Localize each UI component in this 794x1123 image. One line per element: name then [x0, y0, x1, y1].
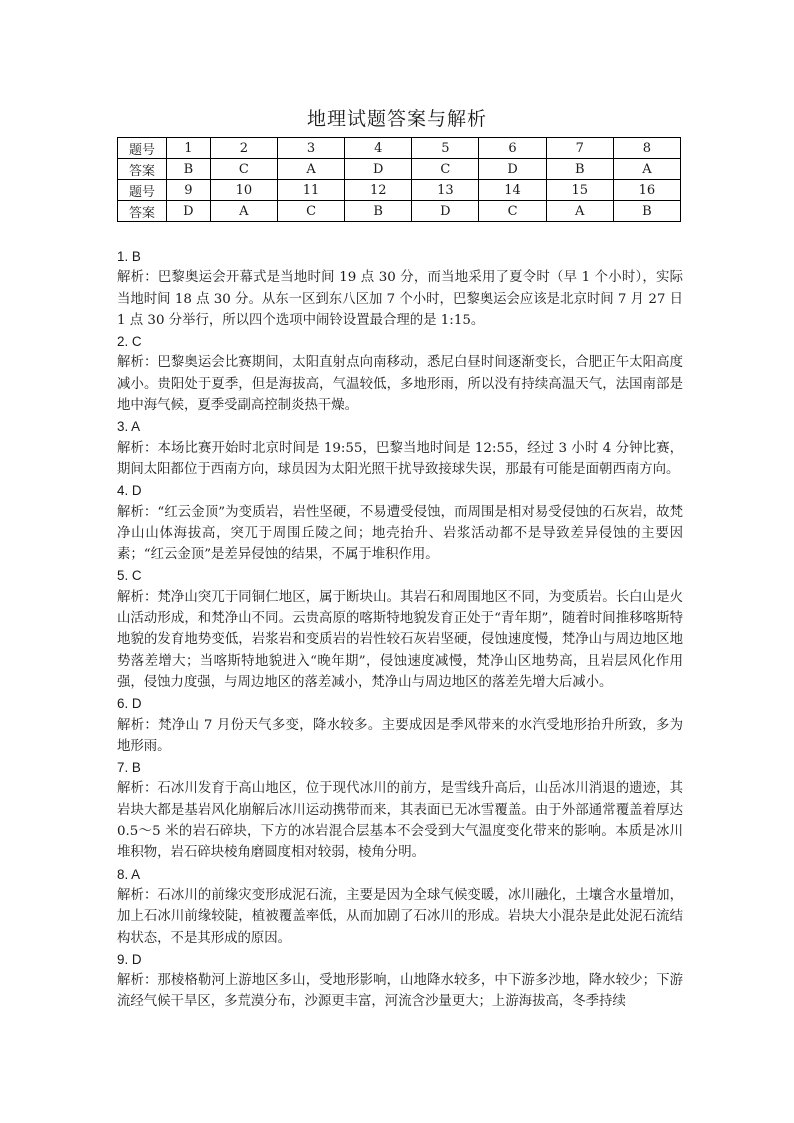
table-cell: 11 — [277, 180, 344, 201]
analysis-4: 解析：“红云金顶”为变质岩，岩性坚硬，不易遭受侵蚀，而周围是相对易受侵蚀的石灰岩，故梵净山山体海拔高，突兀于周围丘陵之间；地壳抬升、岩浆活动都不是导致差异侵蚀的主要因素；“红云金顶”是差异侵蚀的结果，不属于堆积作用。 — [117, 504, 683, 563]
table-cell: 6 — [479, 138, 546, 159]
table-cell: C — [412, 159, 479, 180]
analysis-2: 解析：巴黎奥运会比赛期间，太阳直射点向南移动，悉尼白昼时间逐渐变长，合肥正午太阳高度减小。贵阳处于夏季，但是海拔高，气温较低，多地形雨，所以没有持续高温天气，法国南部是地中海气候，夏季受副高控制炎热干燥。 — [117, 355, 683, 414]
analysis-3: 解析：本场比赛开始时北京时间是 19:55，巴黎当地时间是 12:55，经过 3 小时 4 分钟比赛，期间太阳都位于西南方向，球员因为太阳光照干扰导致接球失误，那最有可能是面朝西南方向。 — [117, 440, 683, 477]
question-answer-2: 2. C — [117, 334, 142, 350]
table-cell: A — [277, 159, 344, 180]
table-cell: A — [546, 201, 613, 222]
question-answer-3: 3. A — [117, 419, 141, 435]
table-cell: D — [412, 201, 479, 222]
table-header-cell: 题号 — [118, 180, 167, 201]
question-answer-6: 6. D — [117, 696, 142, 712]
table-header-cell: 题号 — [118, 138, 167, 159]
table-cell: 16 — [613, 180, 680, 201]
answer-table — [117, 137, 681, 222]
question-answer-4: 4. D — [117, 483, 142, 499]
table-cell: 14 — [479, 180, 546, 201]
table-cell: 7 — [546, 138, 613, 159]
analysis-body — [117, 246, 683, 1013]
table-cell: B — [613, 201, 680, 222]
table-cell: 9 — [167, 180, 211, 201]
table-cell: 8 — [613, 138, 680, 159]
table-cell: C — [210, 159, 277, 180]
table-cell: 13 — [412, 180, 479, 201]
table-row — [118, 138, 681, 159]
question-answer-5: 5. C — [117, 568, 142, 584]
table-row — [118, 180, 681, 201]
table-cell: 12 — [345, 180, 412, 201]
table-header-cell: 答案 — [118, 201, 167, 222]
analysis-7: 解析：石冰川发育于高山地区，位于现代冰川的前方，是雪线升高后，山岳冰川消退的遗迹，其岩块大都是基岩风化崩解后冰川运动携带而来，其表面已无冰雪覆盖。由于外部通常覆盖着厚达 0.5～5 米的岩石碎块，下方的冰岩混合层基本不会受到大气温度变化带来的影响。本质是冰川堆积物，岩石碎块棱角磨圆度相对较弱，棱角分明。 — [117, 781, 683, 861]
table-cell: 15 — [546, 180, 613, 201]
table-cell: 5 — [412, 138, 479, 159]
table-row — [118, 159, 681, 180]
table-header-cell: 答案 — [118, 159, 167, 180]
question-answer-1: 1. B — [117, 249, 141, 264]
page-title: 地理试题答案与解析 — [306, 108, 487, 130]
table-cell: D — [479, 159, 546, 180]
table-cell: D — [167, 201, 211, 222]
table-cell: A — [613, 159, 680, 180]
table-cell: B — [167, 159, 211, 180]
analysis-6: 解析：梵净山 7 月份天气多变，降水较多。主要成因是季风带来的水汽受地形抬升所致，多为地形雨。 — [117, 717, 683, 754]
analysis-8: 解析：石冰川的前缘灾变形成泥石流，主要是因为全球气候变暖，冰川融化，土壤含水量增加，加上石冰川前缘较陡，植被覆盖率低，从而加剧了石冰川的形成。岩块大小混杂是此处泥石流结构状态，不是其形成的原因。 — [117, 887, 683, 946]
table-cell: 4 — [345, 138, 412, 159]
analysis-1: 解析：巴黎奥运会开幕式是当地时间 19 点 30 分，而当地采用了夏令时（早 1 个小时），实际当地时间 18 点 30 分。从东一区到东八区加 7 个小时，巴黎奥运会应该是北京时间 7 月 27 日 1 点 30 分举行，所以四个选项中闹铃设置最合理的是 1:15。 — [117, 270, 683, 328]
question-answer-7: 7. B — [117, 760, 141, 776]
question-answer-9: 9. D — [117, 951, 142, 967]
table-cell: 1 — [167, 138, 211, 159]
question-answer-8: 8. A — [117, 866, 141, 882]
analysis-5: 解析：梵净山突兀于同铜仁地区，属于断块山。其岩石和周围地区不同，为变质岩。长白山是火山活动形成，和梵净山不同。云贵高原的喀斯特地貌发育正处于“青年期”，随着时间推移喀斯特地貌的发育地势变低，岩浆岩和变质岩的岩性较石灰岩坚硬，侵蚀速度慢，梵净山与周边地区地势落差增大；当喀斯特地貌进入“晚年期”，侵蚀速度减慢，梵净山区地势高，且岩层风化作用强，侵蚀力度强，与周边地区的落差减小，梵净山与周边地区的落差先增大后减小。 — [117, 589, 683, 690]
table-cell: B — [546, 159, 613, 180]
table-cell: C — [479, 201, 546, 222]
table-cell: 3 — [277, 138, 344, 159]
table-cell: 2 — [210, 138, 277, 159]
table-cell: D — [345, 159, 412, 180]
table-row — [118, 201, 681, 222]
table-cell: C — [277, 201, 344, 222]
table-cell: 10 — [210, 180, 277, 201]
analysis-9: 解析：那棱格勒河上游地区多山，受地形影响，山地降水较多，中下游多沙地，降水较少；下游流经气候干旱区，多荒漠分布，沙源更丰富，河流含沙量更大；上游海拔高，冬季持续 — [117, 973, 683, 1010]
table-cell: A — [210, 201, 277, 222]
table-cell: B — [345, 201, 412, 222]
